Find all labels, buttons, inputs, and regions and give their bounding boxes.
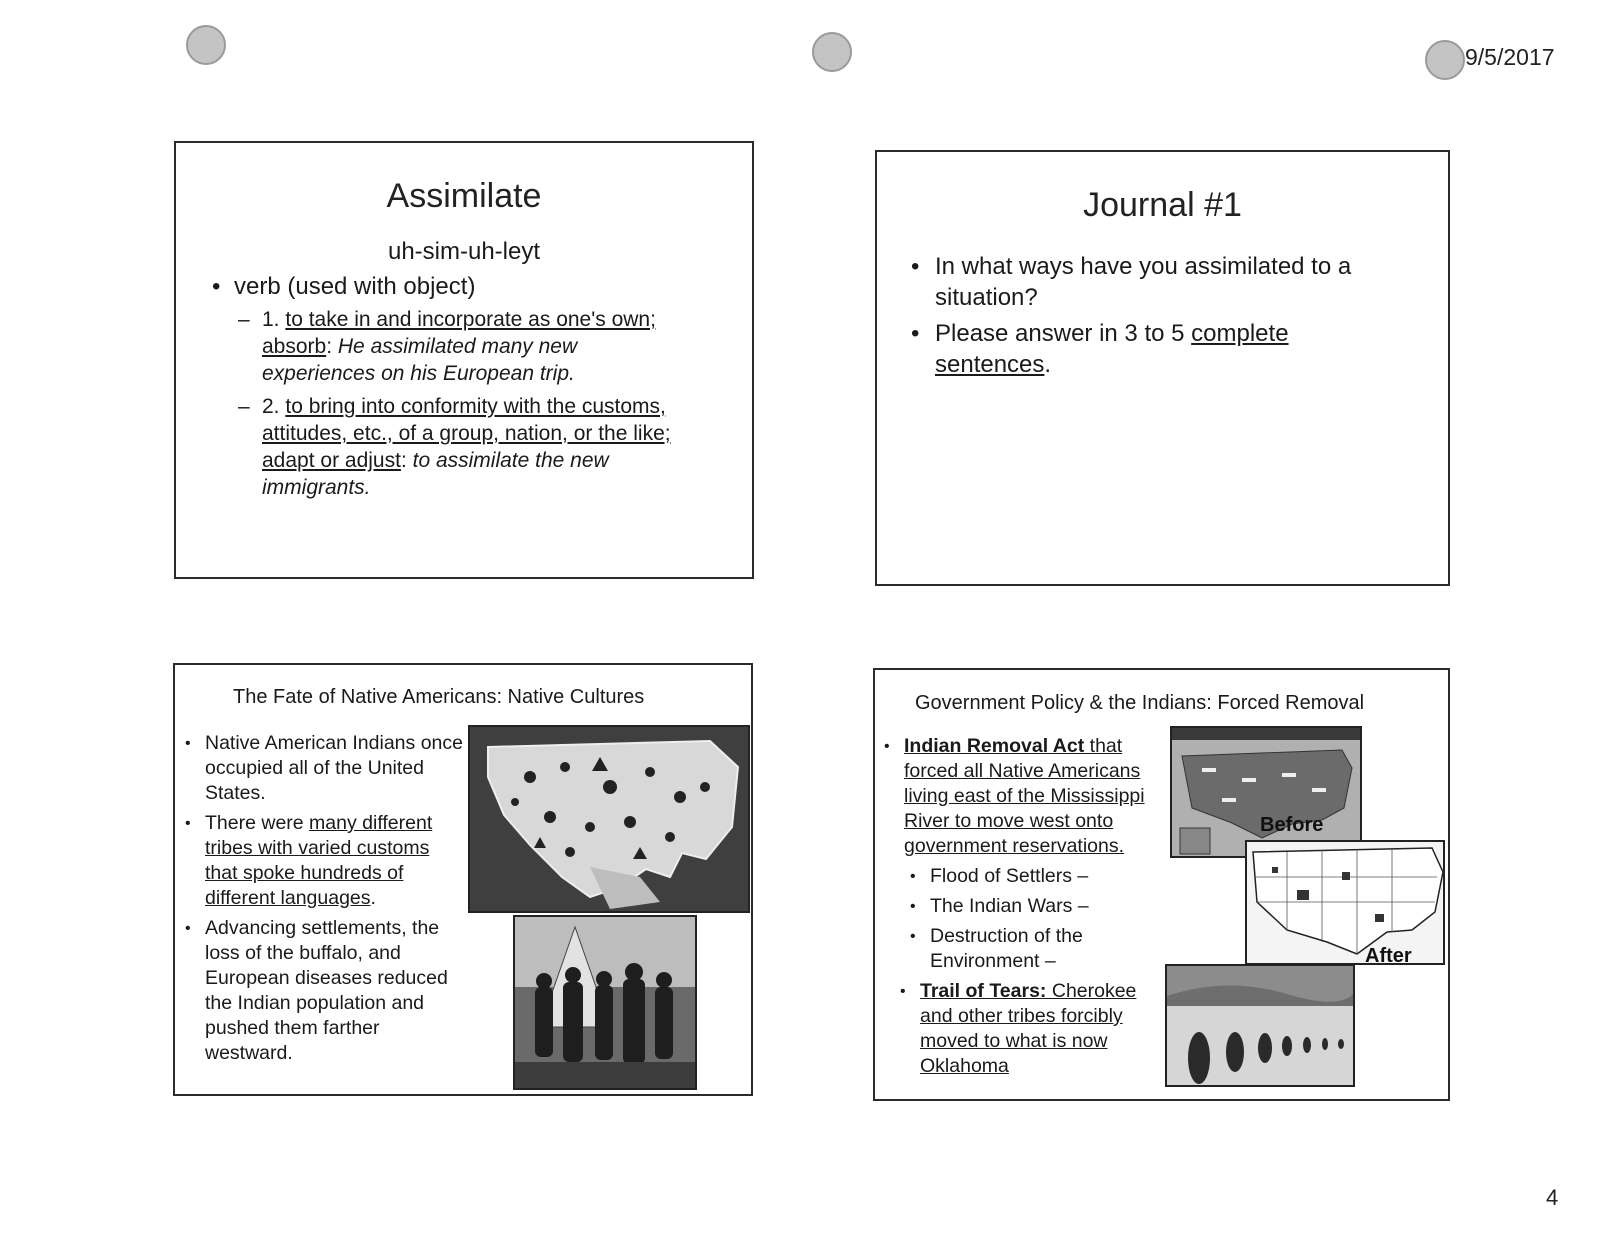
slide-native-cultures (173, 663, 753, 1096)
slide-assimilate (174, 141, 754, 579)
definition-2: – 2. to bring into conformity with the customs, attitudes, etc., of a group, nation, or the like; adapt or adjust: to assimilate the new immigrants. (238, 395, 671, 499)
definition-1: – 1. to take in and incorporate as one's own; absorb: He assimilated many new experiences on his European trip. (238, 308, 656, 385)
slide-title: Journal #1 (1083, 186, 1242, 224)
part-of-speech: • verb (used with object) (210, 272, 732, 302)
subbullet-settlers: • Flood of Settlers – (908, 864, 1162, 889)
painting-graphic (1167, 966, 1355, 1087)
punch-hole-left (186, 25, 226, 65)
page-date: 9/5/2017 (1465, 44, 1555, 70)
native-people-photo (513, 915, 697, 1090)
bullet-occupied: • Native American Indians once occupied all of the United States. (183, 731, 465, 806)
page-number: 4 (1546, 1185, 1559, 1210)
bullet-tribes: • There were many different tribes with varied customs that spoke hundreds of different languages. (183, 811, 465, 911)
slide-title: The Fate of Native Americans: Native Cultures (233, 686, 645, 708)
journal-instruction: • Please answer in 3 to 5 complete sentences. (911, 318, 1408, 380)
slide-title: Assimilate (386, 177, 542, 215)
slide-title: Government Policy & the Indians: Forced Removal (915, 692, 1365, 714)
bullet-settlements: • Advancing settlements, the loss of the buffalo, and European diseases reduced the Indian population and pushed them farther westward. (183, 916, 465, 1066)
subbullet-environment: • Destruction of the Environment – (908, 924, 1162, 974)
map-before-image (1170, 726, 1362, 858)
photo-graphic (515, 917, 697, 1090)
map-after-image (1245, 840, 1445, 965)
map-graphic (470, 727, 750, 913)
slide-forced-removal (873, 668, 1450, 1101)
before-map-graphic (1172, 728, 1362, 858)
punch-hole-right (1425, 40, 1465, 80)
subbullet-indian-wars: • The Indian Wars – (908, 894, 1162, 919)
punch-hole-center (812, 32, 852, 72)
bullet-trail-of-tears: • Trail of Tears: Cherokee and other tribes forcibly moved to what is now Oklahoma (898, 979, 1162, 1079)
map-before-label: Before (1260, 814, 1324, 836)
bullet-indian-removal-act: • Indian Removal Act that forced all Native Americans living east of the Mississippi River to move west onto government reservations. (882, 734, 1162, 859)
journal-question: • In what ways have you assimilated to a situation? (911, 251, 1408, 313)
map-after-label: After (1365, 945, 1412, 965)
after-map-graphic (1247, 842, 1445, 965)
pronunciation: uh-sim-uh-leyt (387, 238, 541, 265)
trail-of-tears-painting (1165, 964, 1355, 1087)
slide-journal (875, 150, 1450, 586)
tribes-map-image (468, 725, 750, 913)
